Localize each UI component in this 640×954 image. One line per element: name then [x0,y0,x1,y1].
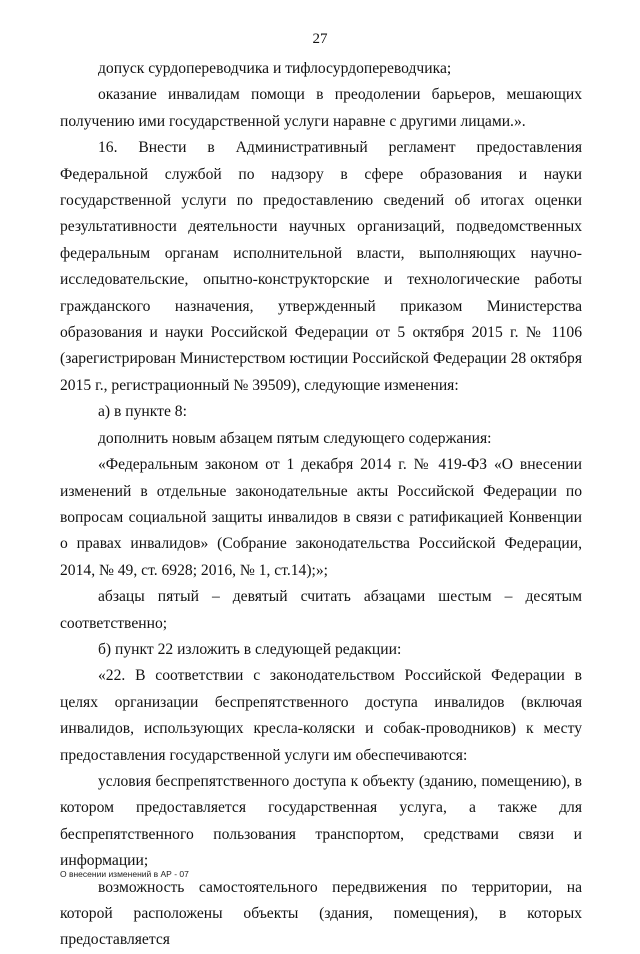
paragraph-access-conditions: условия беспрепятственного доступа к объекту (зданию, помещению), в котором предоставляется государственная услуга, а также для беспрепятственного пользования транспортом, средствами связи и информации; [60,772,582,870]
paragraph-barrier-assistance: оказание инвалидам помощи в преодолении барьеров, мешающих получению ими государственной услуги наравне с другими лицами.». [60,86,582,130]
paragraph-item-22: «22. В соответствии с законодательством Российской Федерации в целях организации беспрепятственного доступа инвалидов (включая инвалидов, использующих кресла-коляски и собак-проводников) к месту предоставления государственной услуги им обеспечиваются: [60,667,582,764]
page-footer: О внесении изменений в АР - 07 [60,869,189,879]
paragraph-add-new-fifth: дополнить новым абзацем пятым следующего содержания: [98,429,492,447]
document-body [60,56,582,954]
page-number: 27 [312,31,328,47]
paragraph-subitem-b: б) пункт 22 изложить в следующей редакции: [98,640,402,658]
paragraph-item-16: 16. Внести в Административный регламент предоставления Федеральной службой по надзору в сфере образования и науки государственной услуги по предоставлению сведений об итогах оценки результативности деятельности научных организаций, подведомственных федеральным органам исполнительной власти, выполняющих научно-исследовательские, опытно-конструкторские и технологические работы гражданского назначения, утвержденный приказом Министерства образования и науки Российской Федерации от 5 октября 2015 г. № 1106 (зарегистрирован Министерством юстиции Российской Федерации 28 октября 2015 г., регистрационный № 39509), следующие изменения: [60,139,582,394]
paragraph-federal-law-quote: «Федеральным законом от 1 декабря 2014 г. № 419-ФЗ «О внесении изменений в отдельные законодательные акты Российской Федерации по вопросам социальной защиты инвалидов в связи с ратификацией Конвенции о правах инвалидов» (Собрание законодательства Российской Федерации, 2014, № 49, ст. 6928; 2016, № 1, ст.14);»; [60,456,582,579]
paragraph-interpreter-access: допуск сурдопереводчика и тифлосурдопереводчика; [98,60,452,77]
paragraph-independent-movement: возможность самостоятельного передвижения по территории, на которой расположены объекты (здания, помещения), в которых предоставляется [60,878,582,949]
paragraph-subitem-a: а) в пункте 8: [98,403,187,421]
paragraph-renumber: абзацы пятый – девятый считать абзацами шестым – десятым соответственно; [60,588,582,632]
